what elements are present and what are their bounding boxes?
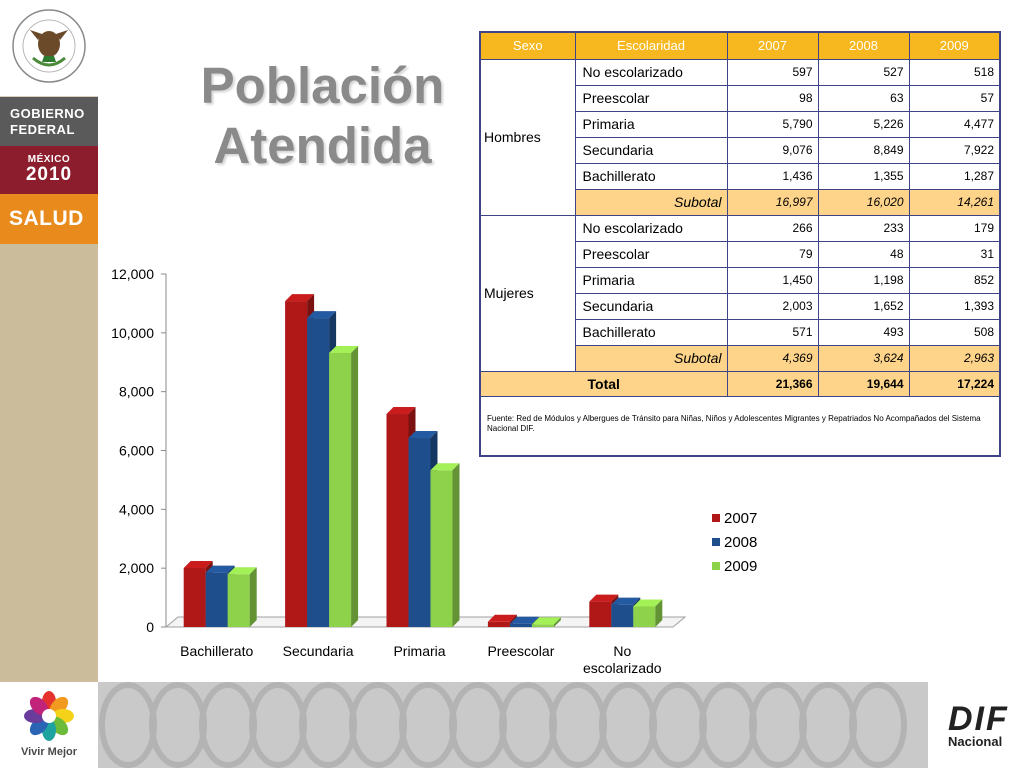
table-cell: No escolarizado xyxy=(575,215,727,241)
table-cell: 8,849 xyxy=(818,137,909,163)
table-cell: 852 xyxy=(909,267,1000,293)
bar-2007-primaria xyxy=(387,414,409,627)
bar-chart xyxy=(98,244,758,680)
eagle-seal-icon xyxy=(0,0,98,97)
legend-label-2009: 2009 xyxy=(724,558,758,575)
table-cell: 48 xyxy=(818,241,909,267)
table-cell: 31 xyxy=(909,241,1000,267)
table-row xyxy=(480,215,1000,241)
legend-label-2007: 2007 xyxy=(724,510,758,527)
x-tick-label: Secundaria xyxy=(282,643,354,659)
dif-nacional-logo xyxy=(928,682,1024,768)
table-cell: Bachillerato xyxy=(575,163,727,189)
year-2010-text: 2010 xyxy=(25,164,73,185)
table-cell: 3,624 xyxy=(818,345,909,371)
bar-2009-preescolar xyxy=(532,624,554,627)
legend-swatch-2008 xyxy=(712,538,720,546)
table-row xyxy=(480,59,1000,85)
table-cell: 527 xyxy=(818,59,909,85)
title-line-2: Atendida xyxy=(213,117,432,174)
table-cell: 1,355 xyxy=(818,163,909,189)
table-cell: 508 xyxy=(909,319,1000,345)
table-cell: Preescolar xyxy=(575,241,727,267)
subtotal-label: Subotal xyxy=(575,189,727,215)
table-cell: Secundaria xyxy=(575,293,727,319)
bar-2009-bachillerato xyxy=(228,574,250,627)
table-cell: 1,287 xyxy=(909,163,1000,189)
table-cell: 7,922 xyxy=(909,137,1000,163)
bar-2008-bachillerato xyxy=(206,573,228,627)
y-tick-label: 10,000 xyxy=(111,324,154,341)
table-cell: Secundaria xyxy=(575,137,727,163)
table-cell: Primaria xyxy=(575,111,727,137)
table-cell: 493 xyxy=(818,319,909,345)
mexico-seal-logo xyxy=(0,0,98,97)
table-cell: 14,261 xyxy=(909,189,1000,215)
table-cell: 266 xyxy=(727,215,818,241)
bar-2008-preescolar xyxy=(510,624,532,627)
vivir-mejor-text: Vivir Mejor xyxy=(20,746,78,758)
bar-2009-primaria xyxy=(431,470,453,627)
table-cell: 98 xyxy=(727,85,818,111)
x-tick-label: escolarizado xyxy=(582,660,662,676)
bar-2007-secundaria xyxy=(285,301,307,627)
table-cell: 16,997 xyxy=(727,189,818,215)
table-cell: 5,226 xyxy=(818,111,909,137)
table-cell: 4,477 xyxy=(909,111,1000,137)
x-tick-label: Preescolar xyxy=(487,643,555,659)
total-label: Total xyxy=(480,371,727,396)
legend-label-2008: 2008 xyxy=(724,534,758,551)
table-cell: 1,450 xyxy=(727,267,818,293)
legend-swatch-2007 xyxy=(712,514,720,522)
bar-2007-bachillerato xyxy=(184,568,206,627)
bar-2009-secundaria xyxy=(329,353,351,627)
federal-text: FEDERAL xyxy=(10,122,75,137)
subtotal-label: Subotal xyxy=(575,345,727,371)
mexico-2010-logo xyxy=(0,146,98,194)
flower-logo-icon xyxy=(0,682,98,746)
table-cell: 179 xyxy=(909,215,1000,241)
bar-side-2009-primaria xyxy=(453,463,460,627)
bar-2008-secundaria xyxy=(307,318,329,627)
x-tick-label: Primaria xyxy=(393,643,446,659)
table-cell: Preescolar xyxy=(575,85,727,111)
header-2008: 2008 xyxy=(818,32,909,59)
table-cell: 571 xyxy=(727,319,818,345)
table-cell: 518 xyxy=(909,59,1000,85)
table-cell: 79 xyxy=(727,241,818,267)
table-cell: 21,366 xyxy=(727,371,818,396)
y-tick-label: 6,000 xyxy=(118,442,154,459)
header-sexo: Sexo xyxy=(480,32,575,59)
y-tick-label: 8,000 xyxy=(118,383,154,400)
title-line-1: Población xyxy=(200,57,445,114)
left-sidebar xyxy=(0,0,98,682)
bar-side-2009-bachillerato xyxy=(250,567,257,627)
table-cell: Bachillerato xyxy=(575,319,727,345)
table-cell: 19,644 xyxy=(818,371,909,396)
dif-text: DIF xyxy=(948,700,1009,738)
x-tick-label: No xyxy=(613,643,632,659)
footer-band xyxy=(0,682,1024,768)
table-cell: Primaria xyxy=(575,267,727,293)
sex-label-hombres: Hombres xyxy=(480,59,575,215)
bar-2009-no-escolarizado xyxy=(633,606,655,627)
table-cell: 1,652 xyxy=(818,293,909,319)
x-tick-label: Bachillerato xyxy=(180,643,254,659)
salud-logo: SALUD xyxy=(0,194,98,244)
y-tick-label: 2,000 xyxy=(118,560,154,577)
y-tick-label: 12,000 xyxy=(111,266,154,282)
dif-nacional-text: Nacional xyxy=(948,734,1003,749)
table-header-row xyxy=(480,32,1000,59)
header-escolaridad: Escolaridad xyxy=(575,32,727,59)
gobierno-federal-logo xyxy=(0,97,98,146)
bar-2007-preescolar xyxy=(488,622,510,627)
table-cell: 16,020 xyxy=(818,189,909,215)
table-cell: 63 xyxy=(818,85,909,111)
table-cell: 9,076 xyxy=(727,137,818,163)
table-cell: 5,790 xyxy=(727,111,818,137)
table-cell: 17,224 xyxy=(909,371,1000,396)
page-title xyxy=(150,56,495,176)
table-cell: 2,963 xyxy=(909,345,1000,371)
table-cell: 597 xyxy=(727,59,818,85)
table-cell: 233 xyxy=(818,215,909,241)
bar-2007-no-escolarizado xyxy=(589,602,611,627)
legend-swatch-2009 xyxy=(712,562,720,570)
sex-label-mujeres: Mujeres xyxy=(480,215,575,371)
y-tick-label: 4,000 xyxy=(118,501,154,518)
y-tick-label: 0 xyxy=(146,619,154,635)
table-cell: 57 xyxy=(909,85,1000,111)
header-2009: 2009 xyxy=(909,32,1000,59)
table-cell: 2,003 xyxy=(727,293,818,319)
bar-2008-primaria xyxy=(409,438,431,627)
ring-pattern xyxy=(98,682,928,768)
decorative-pattern xyxy=(98,682,928,768)
mexico-text: MÉXICO xyxy=(27,154,71,165)
header-2007: 2007 xyxy=(727,32,818,59)
vivir-mejor-logo xyxy=(0,682,98,768)
table-cell: No escolarizado xyxy=(575,59,727,85)
table-cell: 1,436 xyxy=(727,163,818,189)
table-cell: 1,393 xyxy=(909,293,1000,319)
bar-side-2009-secundaria xyxy=(351,346,358,627)
table-cell: 4,369 xyxy=(727,345,818,371)
source-note: Fuente: Red de Módulos y Albergues de Tránsito para Niñas, Niños y Adolescentes Migrantes y Repatriados No Acompañados del Sistema Nacional DIF. xyxy=(480,396,1000,456)
gobierno-text: GOBIERNO xyxy=(10,106,85,121)
bar-2008-no-escolarizado xyxy=(611,605,633,627)
table-cell: 1,198 xyxy=(818,267,909,293)
